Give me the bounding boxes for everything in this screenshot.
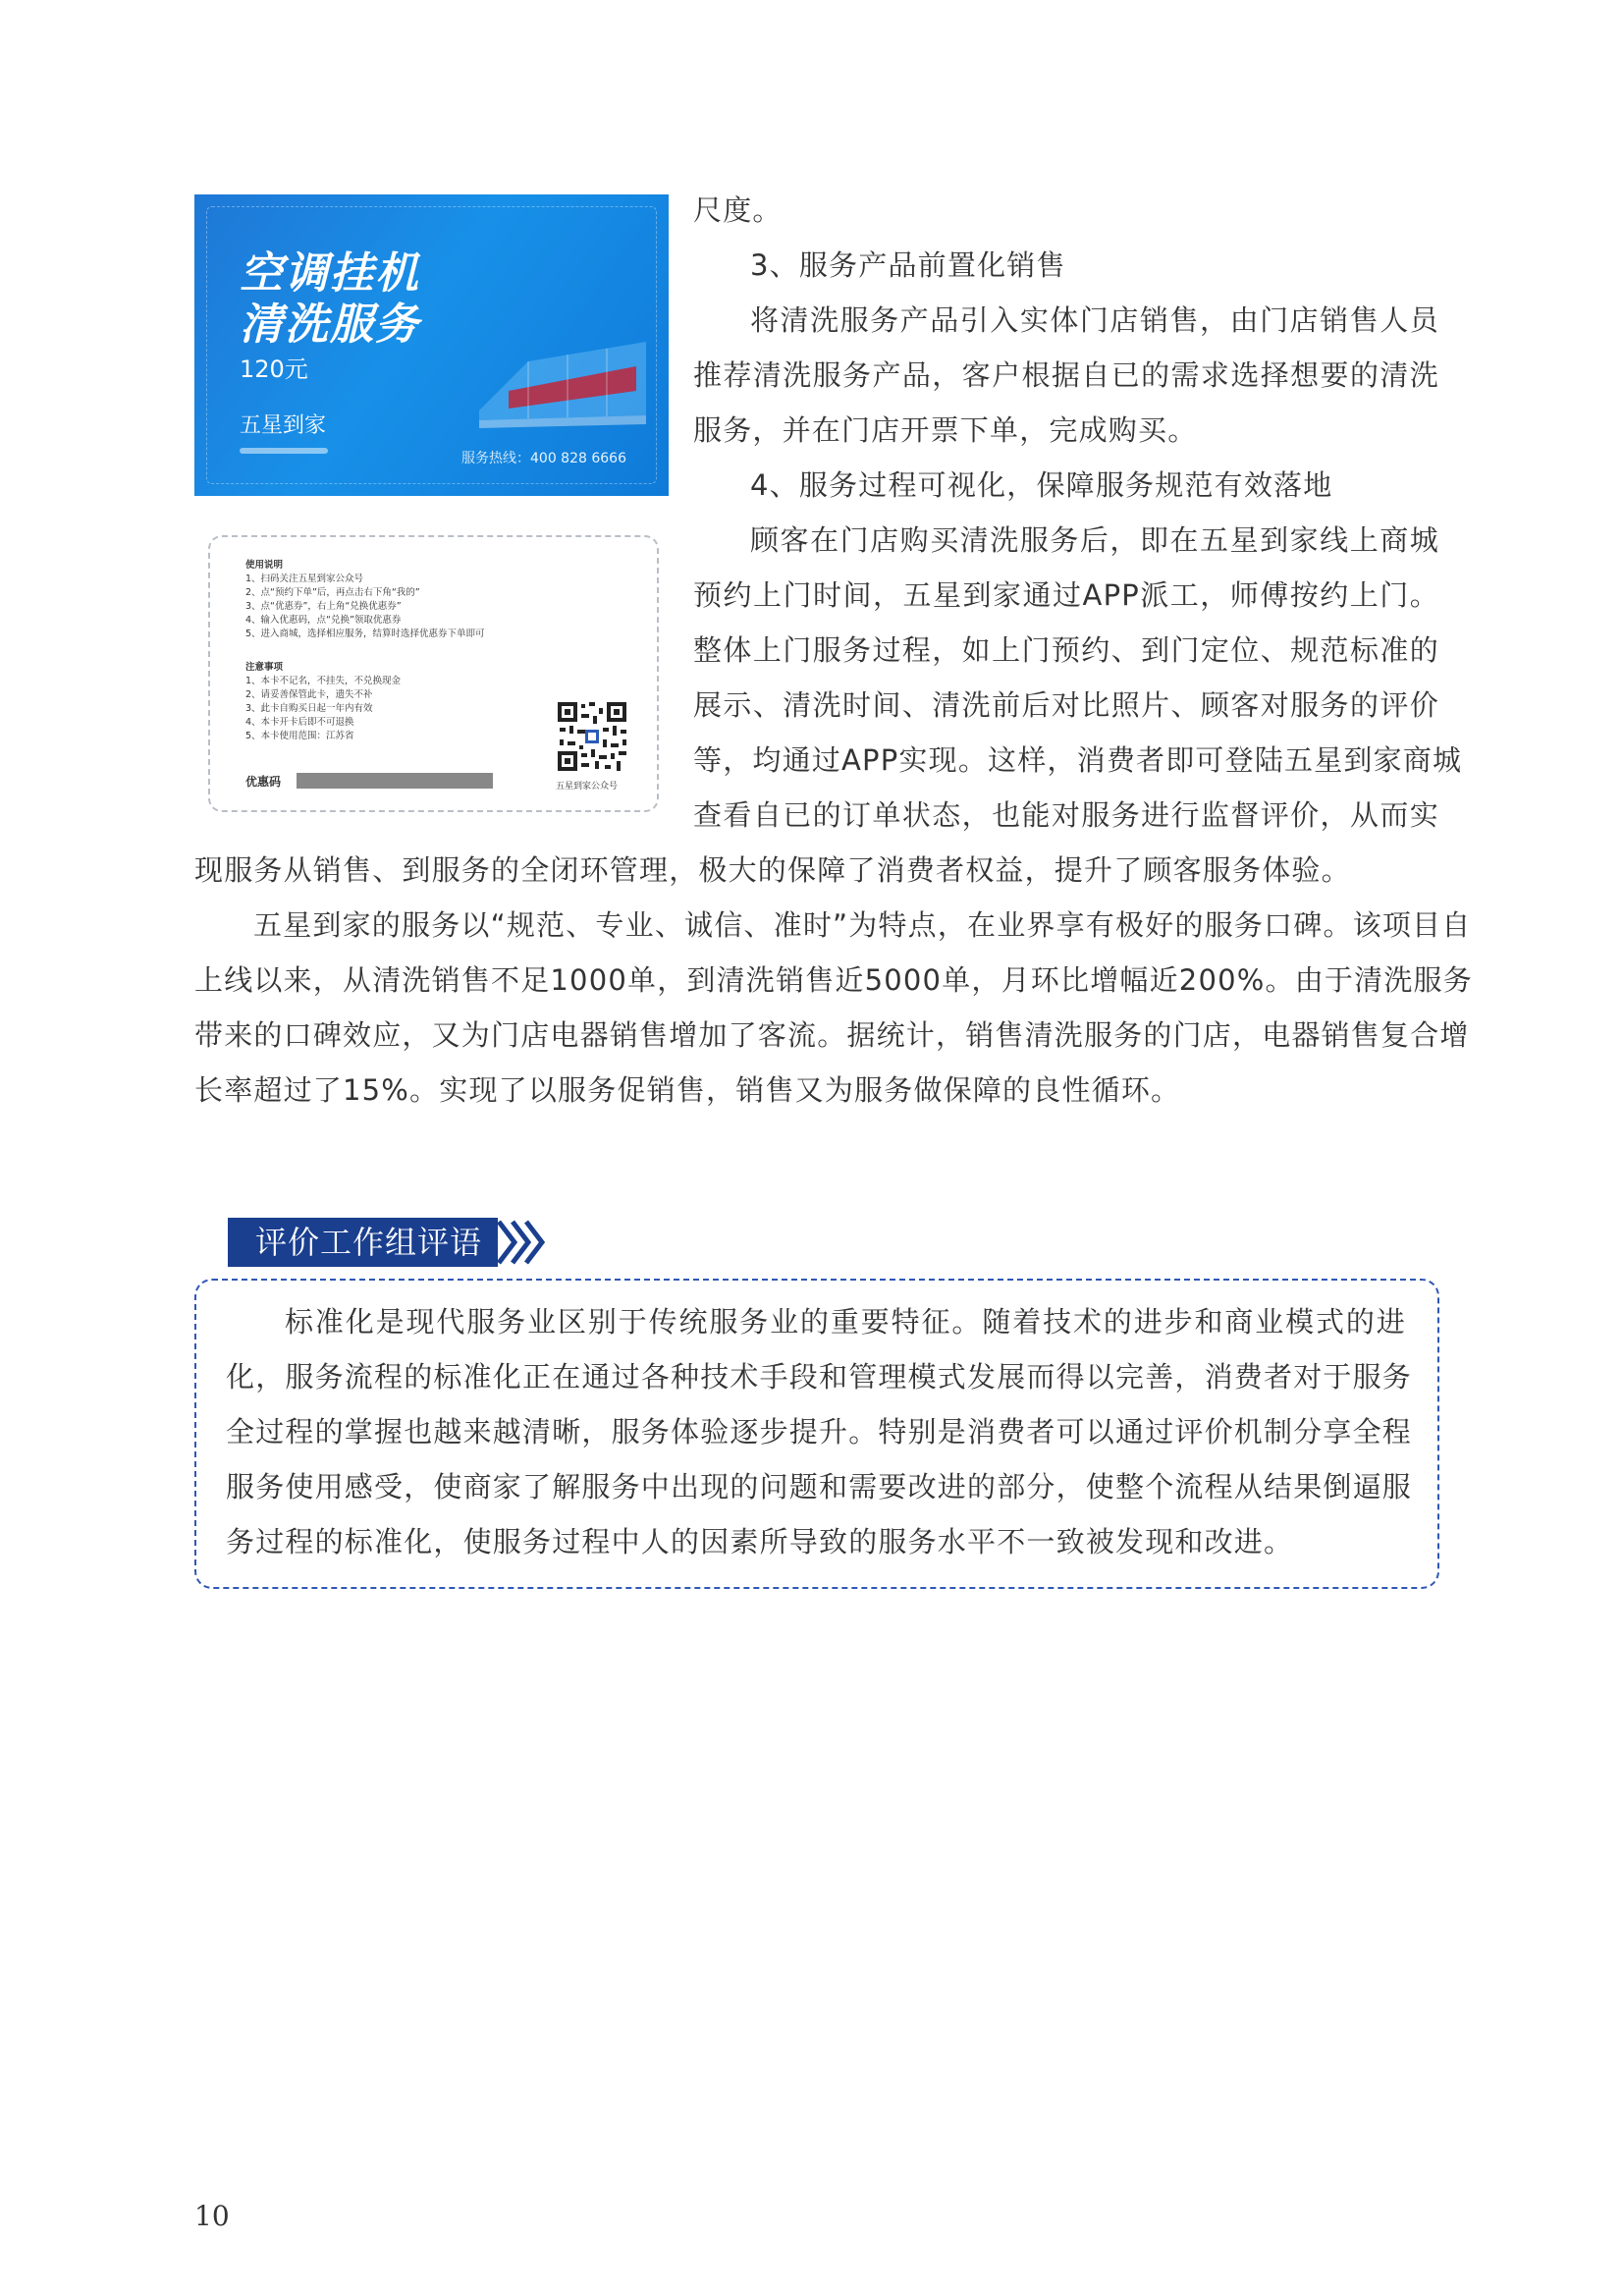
evaluation-section-tag: 评价工作组评语	[228, 1218, 498, 1267]
evaluation-line: 务过程的标准化，使服务过程中人的因素所导致的服务水平不一致被发现和改进。	[226, 1525, 1294, 1558]
qr-caption: 五星到家公众号	[556, 782, 619, 792]
evaluation-line: 化，服务流程的标准化正在通过各种技术手段和管理模式发展而得以完善，消费者对于服务	[226, 1360, 1413, 1394]
usage-item: 3、点“优惠券”，右上角“兑换优惠券”	[245, 601, 402, 612]
usage-item: 4、输入优惠码，点“兑换”领取优惠券	[245, 615, 402, 626]
qr-code-icon	[556, 700, 628, 773]
notes-item: 3、此卡自购买日起一年内有效	[245, 703, 373, 714]
body-line: 顾客在门店购买清洗服务后，即在五星到家线上商城	[750, 523, 1439, 557]
section-heading-3: 3、服务产品前置化销售	[750, 248, 1066, 282]
notes-item: 5、本卡使用范围：江苏省	[245, 731, 354, 741]
page-number: 10	[194, 2200, 230, 2232]
coupon-code-redacted	[297, 773, 493, 789]
card-price: 120元	[240, 355, 308, 383]
body-line: 查看自已的订单状态，也能对服务进行监督评价，从而实	[693, 798, 1439, 832]
usage-item: 1、扫码关注五星到家公众号	[245, 574, 364, 584]
body-line: 展示、清洗时间、清洗前后对比照片、顾客对服务的评价	[693, 688, 1439, 722]
body-line: 尺度。	[693, 193, 783, 227]
service-card-front-image	[194, 194, 669, 496]
body-line: 长率超过了15%。实现了以服务促销售，销售又为服务做保障的良性循环。	[194, 1073, 1181, 1107]
store-building-icon	[469, 322, 656, 430]
body-line: 整体上门服务过程，如上门预约、到门定位、规范标准的	[693, 633, 1439, 667]
body-line: 推荐清洗服务产品，客户根据自已的需求选择想要的清洗	[693, 358, 1439, 392]
body-line: 现服务从销售、到服务的全闭环管理，极大的保障了消费者权益，提升了顾客服务体验。	[194, 853, 1351, 887]
card-hotline: 服务热线：400 828 6666	[461, 451, 626, 466]
usage-heading: 使用说明	[245, 560, 284, 571]
body-line: 将清洗服务产品引入实体门店销售，由门店销售人员	[750, 303, 1439, 337]
usage-item: 2、点“预约下单”后，再点击右下角“我的”	[245, 587, 420, 598]
usage-item: 5、进入商城，选择相应服务，结算时选择优惠券下单即可	[245, 629, 485, 639]
notes-item: 2、请妥善保管此卡，遗失不补	[245, 689, 373, 700]
evaluation-line: 标准化是现代服务业区别于传统服务业的重要特征。随着技术的进步和商业模式的进	[285, 1305, 1406, 1339]
body-line: 五星到家的服务以“规范、专业、诚信、准时”为特点，在业界享有极好的服务口碑。该项目自	[253, 908, 1472, 942]
service-card-back-image	[208, 535, 659, 812]
card-title-line2: 清洗服务	[240, 300, 420, 350]
notes-item: 4、本卡开卡后即不可退换	[245, 717, 354, 728]
card-brand: 五星到家	[240, 413, 327, 438]
body-line: 预约上门时间，五星到家通过APP派工，师傅按约上门。	[693, 578, 1439, 612]
evaluation-line: 服务使用感受，使商家了解服务中出现的问题和需要改进的部分，使整个流程从结果倒逼服	[226, 1470, 1413, 1503]
coupon-code-label: 优惠码	[245, 775, 282, 789]
body-line: 带来的口碑效应，又为门店电器销售增加了客流。据统计，销售清洗服务的门店，电器销售复合增	[194, 1018, 1470, 1052]
card-title-line1: 空调挂机	[240, 248, 420, 299]
notes-item: 1、本卡不记名，不挂失，不兑换现金	[245, 676, 402, 686]
body-line: 上线以来，从清洗销售不足1000单，到清洗销售近5000单，月环比增幅近200%。由于清洗服务	[194, 963, 1473, 997]
evaluation-line: 全过程的掌握也越来越清晰，服务体验逐步提升。特别是消费者可以通过评价机制分享全程	[226, 1415, 1413, 1449]
body-line: 等，均通过APP实现。这样，消费者即可登陆五星到家商城	[693, 743, 1463, 777]
notes-heading: 注意事项	[245, 662, 284, 673]
body-line: 服务，并在门店开票下单，完成购买。	[693, 413, 1198, 447]
section-heading-4: 4、服务过程可视化，保障服务规范有效落地	[750, 468, 1333, 502]
triple-chevron-icon	[493, 1218, 552, 1267]
card-slogan-mark	[240, 448, 328, 454]
